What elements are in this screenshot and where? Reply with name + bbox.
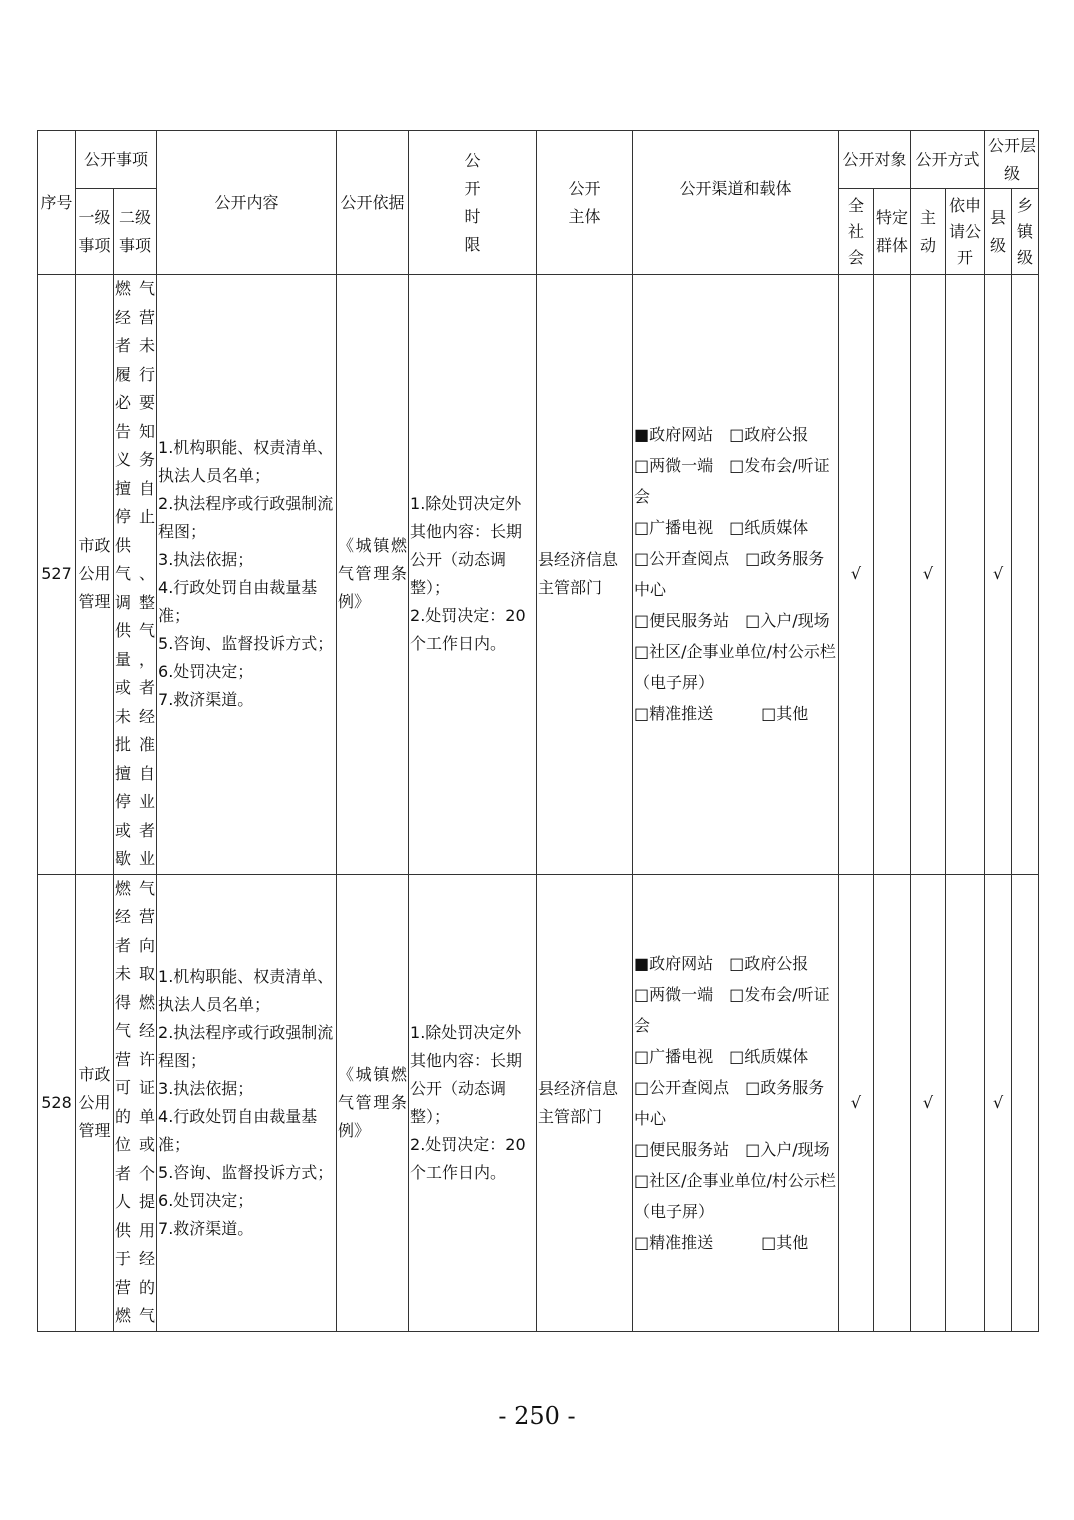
row-seq: 528 (38, 874, 76, 1331)
row-method-active: √ (911, 874, 946, 1331)
row-method-active: √ (911, 275, 946, 875)
header-level1: 一级事项 (76, 189, 114, 275)
page-number: - 250 - (498, 1402, 576, 1430)
row-level-county: √ (985, 874, 1012, 1331)
row-level-town (1012, 874, 1039, 1331)
row-time-limit: 1.除处罚决定外其他内容：长期公开（动态调整）； 2.处罚决定：20个工作日内。 (409, 275, 537, 875)
header-audience: 公开对象 (839, 131, 911, 189)
header-level-county: 县级 (985, 189, 1012, 275)
row-channels: ■政府网站 □政府公报 □两微一端 □发布会/听证会 □广播电视 □纸质媒体 □公开查阅点 □政务服务中心 □便民服务站 □入户/现场 □社区/企事业单位/村公示栏（电子屏） □精准推送 □其他 (633, 874, 839, 1331)
row-level1: 市政公用管理 (76, 275, 114, 875)
header-basis: 公开依据 (337, 131, 409, 275)
row-channels: ■政府网站 □政府公报 □两微一端 □发布会/听证会 □广播电视 □纸质媒体 □公开查阅点 □政务服务中心 □便民服务站 □入户/现场 □社区/企事业单位/村公示栏（电子屏） □精准推送 □其他 (633, 275, 839, 875)
row-audience-all: √ (839, 275, 874, 875)
row-method-request (946, 874, 985, 1331)
table-row (38, 275, 1039, 875)
header-method-active: 主动 (911, 189, 946, 275)
header-level-town: 乡镇级 (1012, 189, 1039, 275)
row-content: 1.机构职能、权责清单、执法人员名单； 2.执法程序或行政强制流程图； 3.执法依据； 4.行政处罚自由裁量基准； 5.咨询、监督投诉方式； 6.处罚决定； 7.救济渠道。 (157, 874, 337, 1331)
header-seq: 序号 (38, 131, 76, 275)
row-level2: 燃气经营者未履行必要告知义务擅自停止供气、调整供气量，或者未经批准擅自停业或者歇业 (114, 275, 157, 875)
header-level: 公开层级 (985, 131, 1039, 189)
row-basis: 《城镇燃气管理条例》 (337, 275, 409, 875)
row-level-town (1012, 275, 1039, 875)
disclosure-table (37, 130, 1039, 1332)
header-channels: 公开渠道和载体 (633, 131, 839, 275)
row-seq: 527 (38, 275, 76, 875)
header-time-limit: 公开时限 (409, 131, 537, 275)
row-content: 1.机构职能、权责清单、执法人员名单； 2.执法程序或行政强制流程图； 3.执法依据； 4.行政处罚自由裁量基准； 5.咨询、监督投诉方式； 6.处罚决定； 7.救济渠道。 (157, 275, 337, 875)
header-method-request: 依申请公开 (946, 189, 985, 275)
header-audience-all: 全社会 (839, 189, 874, 275)
header-method: 公开方式 (911, 131, 985, 189)
row-level1: 市政公用管理 (76, 874, 114, 1331)
row-method-request (946, 275, 985, 875)
row-subject: 县经济信息主管部门 (537, 275, 633, 875)
table-row (38, 874, 1039, 1331)
row-audience-specific (874, 275, 911, 875)
row-audience-all: √ (839, 874, 874, 1331)
row-time-limit: 1.除处罚决定外其他内容：长期公开（动态调整）； 2.处罚决定：20个工作日内。 (409, 874, 537, 1331)
row-level-county: √ (985, 275, 1012, 875)
header-content: 公开内容 (157, 131, 337, 275)
row-subject: 县经济信息主管部门 (537, 874, 633, 1331)
row-level2: 燃气经营者向未取得燃气经营许可证的单位或者个人提供用于经营的燃气 (114, 874, 157, 1331)
header-audience-specific: 特定群体 (874, 189, 911, 275)
row-basis: 《城镇燃气管理条例》 (337, 874, 409, 1331)
row-audience-specific (874, 874, 911, 1331)
header-matter: 公开事项 (76, 131, 157, 189)
header-subject: 公开主体 (537, 131, 633, 275)
header-level2: 二级事项 (114, 189, 157, 275)
